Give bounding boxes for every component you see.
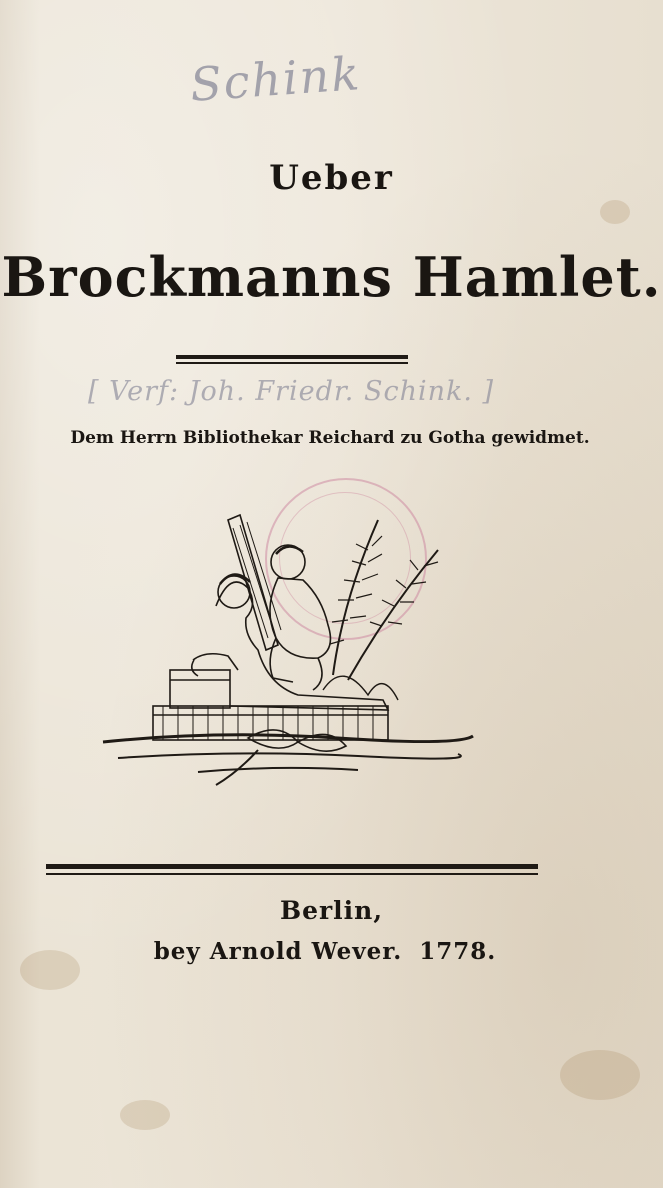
- imprint-rule-thin: [46, 873, 538, 875]
- imprint-rule: [46, 864, 538, 869]
- foxing-stain: [600, 200, 630, 224]
- vignette-sphinx: [216, 582, 388, 710]
- foxing-stain: [120, 1100, 170, 1130]
- title-rule: [176, 355, 408, 359]
- title-line-1: Ueber: [269, 158, 394, 198]
- handwritten-signature: Schink: [188, 46, 363, 112]
- imprint-publisher: bey Arnold Wever.: [153, 938, 403, 965]
- handwritten-attribution: [ Verf: Joh. Friedr. Schink. ]: [88, 376, 495, 407]
- imprint-year: 1778.: [419, 938, 497, 965]
- title-rule-thin: [176, 362, 408, 364]
- dedication: Dem Herrn Bibliothekar Reichard zu Gotha gewidmet.: [70, 428, 590, 448]
- foxing-stain: [560, 1050, 640, 1100]
- imprint-place: Berlin,: [279, 896, 384, 925]
- vignette-sphinx-putto-lyre: [98, 510, 478, 795]
- title-main: Brockmanns Hamlet.: [1, 245, 662, 309]
- vignette-ground: [103, 735, 473, 742]
- vignette-leaf: [248, 730, 298, 748]
- vignette-palm-frond: [333, 520, 378, 675]
- imprint-line: [30, 938, 620, 965]
